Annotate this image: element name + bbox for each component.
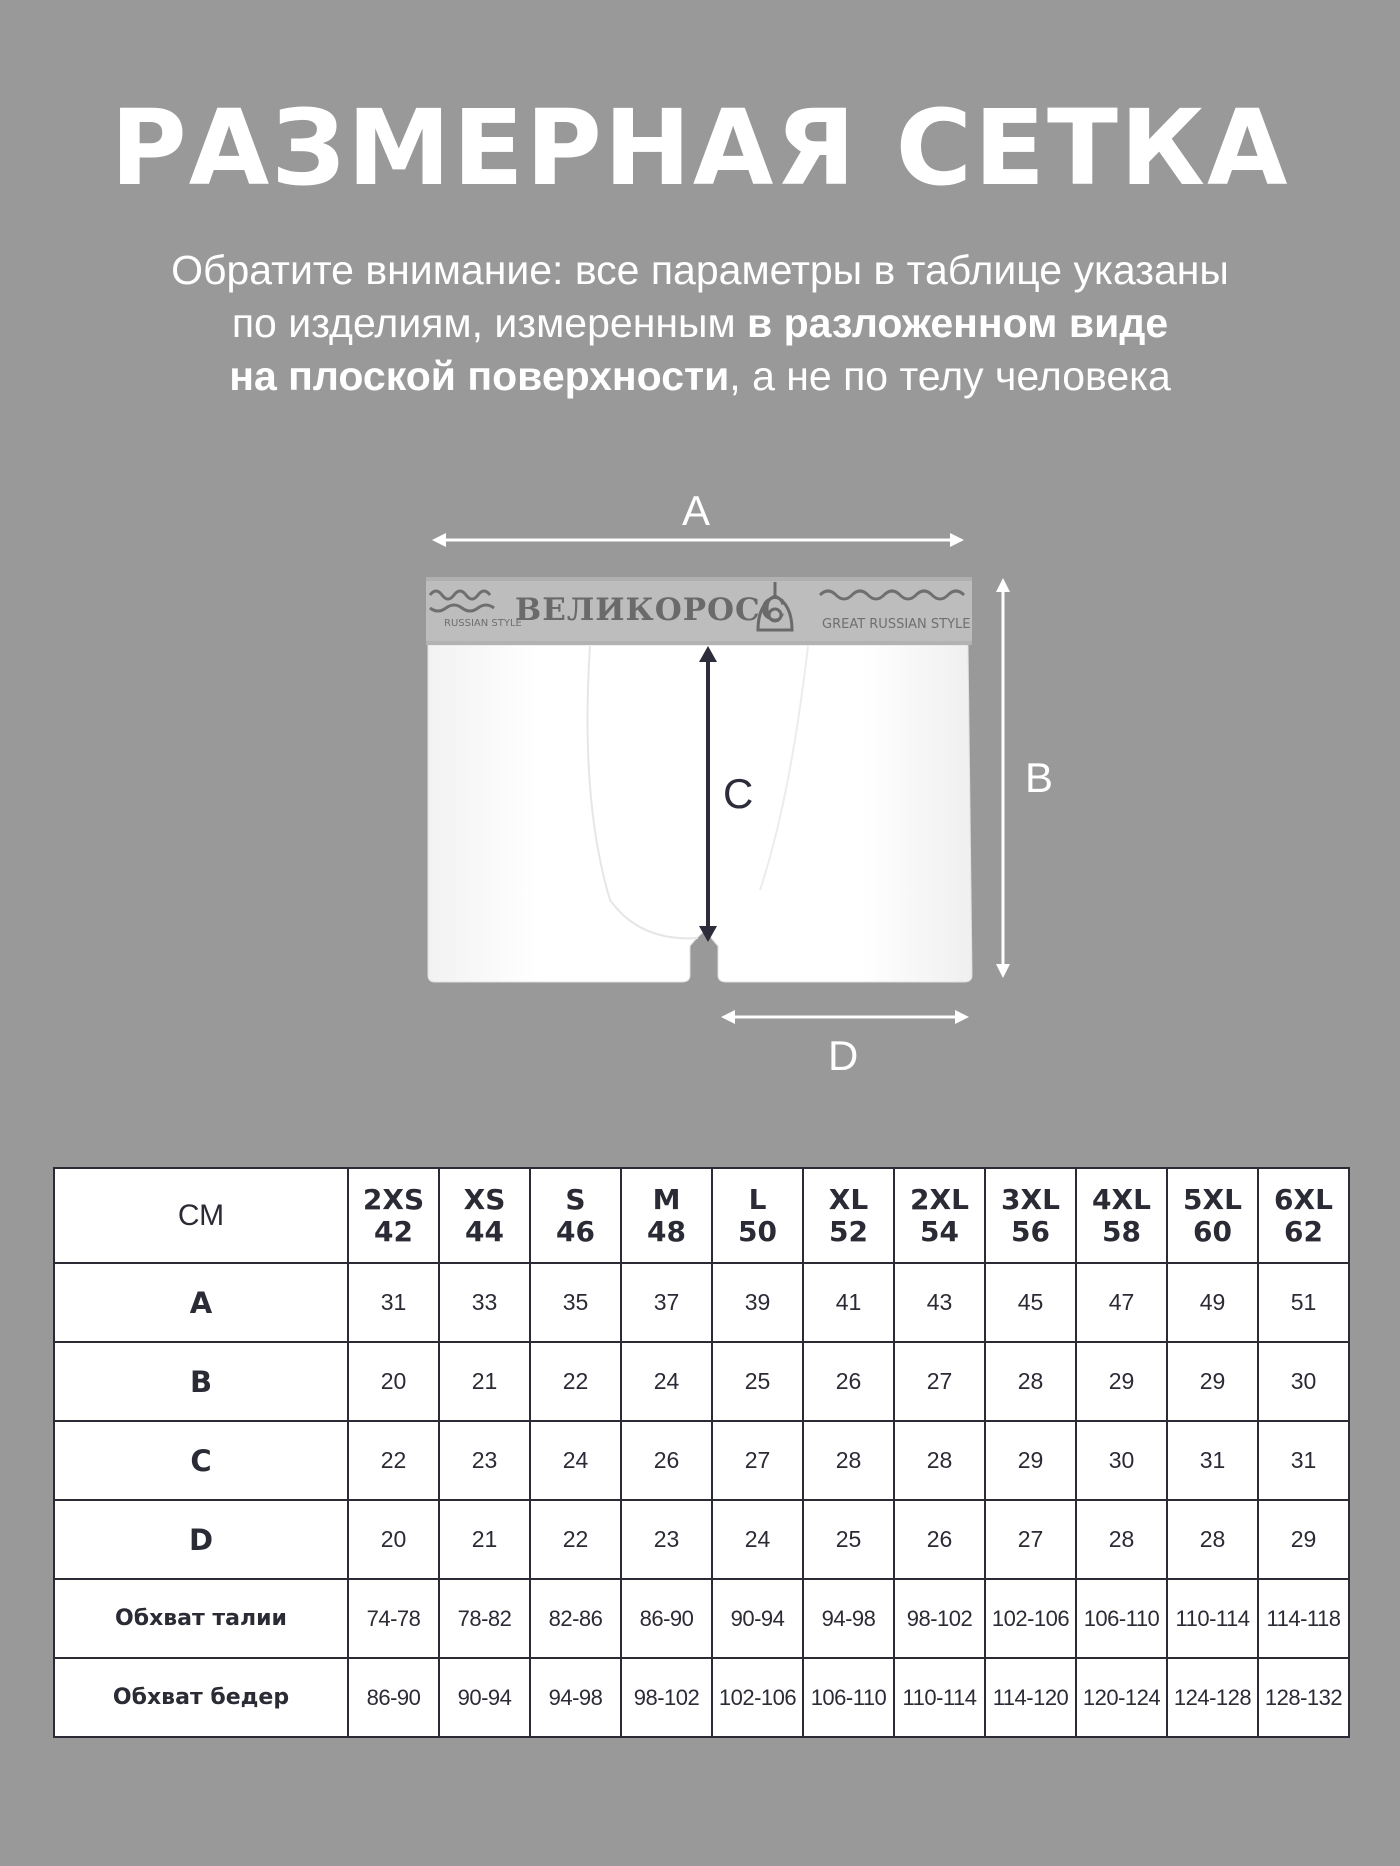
table-cell: 26 bbox=[621, 1421, 712, 1500]
table-row bbox=[54, 1658, 1349, 1737]
size-number: 62 bbox=[1284, 1214, 1323, 1248]
row-label: Обхват бедер bbox=[54, 1658, 348, 1737]
subtitle-line-3-bold: на плоской поверхности bbox=[229, 353, 730, 399]
table-cell: 28 bbox=[1167, 1500, 1258, 1579]
size-letter: 2XL bbox=[910, 1182, 969, 1216]
size-number: 54 bbox=[920, 1214, 959, 1248]
table-row bbox=[54, 1500, 1349, 1579]
size-letter: 5XL bbox=[1183, 1182, 1242, 1216]
size-letter: XL bbox=[828, 1182, 869, 1216]
table-cell: 74-78 bbox=[348, 1579, 439, 1658]
table-cell: 47 bbox=[1076, 1263, 1167, 1342]
subtitle-line-1: Обратите внимание: все параметры в таблице указаны bbox=[171, 247, 1229, 293]
table-cell: 26 bbox=[894, 1500, 985, 1579]
row-label: B bbox=[54, 1342, 348, 1421]
size-number: 56 bbox=[1011, 1214, 1050, 1248]
table-cell: 114-120 bbox=[985, 1658, 1076, 1737]
table-cell: 102-106 bbox=[985, 1579, 1076, 1658]
table-cell: 86-90 bbox=[621, 1579, 712, 1658]
table-cell: 31 bbox=[348, 1263, 439, 1342]
size-letter: 6XL bbox=[1274, 1182, 1333, 1216]
table-cell: 20 bbox=[348, 1342, 439, 1421]
size-number: 48 bbox=[647, 1214, 686, 1248]
garment-illustration bbox=[0, 470, 1400, 1090]
table-cell: 124-128 bbox=[1167, 1658, 1258, 1737]
table-cell: 106-110 bbox=[1076, 1579, 1167, 1658]
table-cell: 23 bbox=[621, 1500, 712, 1579]
table-cell: 90-94 bbox=[712, 1579, 803, 1658]
table-cell: 21 bbox=[439, 1500, 530, 1579]
table-cell: 21 bbox=[439, 1342, 530, 1421]
table-cell: 29 bbox=[985, 1421, 1076, 1500]
unit-label: СМ bbox=[54, 1168, 348, 1263]
size-number: 58 bbox=[1102, 1214, 1141, 1248]
table-row bbox=[54, 1263, 1349, 1342]
row-label: A bbox=[54, 1263, 348, 1342]
size-letter: 2XS bbox=[362, 1182, 425, 1216]
table-cell: 24 bbox=[621, 1342, 712, 1421]
table-cell: 90-94 bbox=[439, 1658, 530, 1737]
label-c: C bbox=[723, 770, 754, 817]
size-header-l bbox=[712, 1168, 803, 1263]
table-cell: 33 bbox=[439, 1263, 530, 1342]
size-letter: M bbox=[652, 1182, 681, 1216]
table-cell: 102-106 bbox=[712, 1658, 803, 1737]
size-header-3xl bbox=[985, 1168, 1076, 1263]
size-header-4xl bbox=[1076, 1168, 1167, 1263]
size-header-xl bbox=[803, 1168, 894, 1263]
label-d: D bbox=[828, 1032, 859, 1079]
table-cell: 110-114 bbox=[894, 1658, 985, 1737]
table-cell: 114-118 bbox=[1258, 1579, 1349, 1658]
table-cell: 29 bbox=[1167, 1342, 1258, 1421]
arrow-b bbox=[996, 578, 1010, 978]
table-cell: 86-90 bbox=[348, 1658, 439, 1737]
size-letter: L bbox=[748, 1182, 767, 1216]
arrow-a bbox=[432, 533, 964, 547]
table-cell: 35 bbox=[530, 1263, 621, 1342]
size-letter: 4XL bbox=[1092, 1182, 1151, 1216]
table-cell: 31 bbox=[1167, 1421, 1258, 1500]
size-header-5xl bbox=[1167, 1168, 1258, 1263]
table-cell: 98-102 bbox=[894, 1579, 985, 1658]
table-cell: 51 bbox=[1258, 1263, 1349, 1342]
table-cell: 28 bbox=[985, 1342, 1076, 1421]
size-header-xs bbox=[439, 1168, 530, 1263]
table-cell: 28 bbox=[1076, 1500, 1167, 1579]
table-cell: 22 bbox=[530, 1342, 621, 1421]
table-cell: 43 bbox=[894, 1263, 985, 1342]
table-cell: 82-86 bbox=[530, 1579, 621, 1658]
table-cell: 27 bbox=[985, 1500, 1076, 1579]
size-letter: 3XL bbox=[1001, 1182, 1060, 1216]
table-cell: 106-110 bbox=[803, 1658, 894, 1737]
subtitle-line-2-bold: в разложенном виде bbox=[747, 300, 1169, 346]
subtitle-line-3 bbox=[0, 350, 1400, 403]
arrow-d bbox=[721, 1010, 969, 1024]
table-cell: 94-98 bbox=[803, 1579, 894, 1658]
subtitle-note bbox=[0, 244, 1400, 403]
brand-tagline: GREAT RUSSIAN STYLE bbox=[822, 617, 971, 632]
table-cell: 78-82 bbox=[439, 1579, 530, 1658]
size-letter: XS bbox=[463, 1182, 506, 1216]
table-cell: 27 bbox=[894, 1342, 985, 1421]
size-number: 46 bbox=[556, 1214, 595, 1248]
table-cell: 22 bbox=[530, 1500, 621, 1579]
table-cell: 30 bbox=[1258, 1342, 1349, 1421]
table-cell: 26 bbox=[803, 1342, 894, 1421]
svg-text:RUSSIAN STYLE: RUSSIAN STYLE bbox=[444, 618, 522, 629]
table-cell: 29 bbox=[1076, 1342, 1167, 1421]
table-cell: 37 bbox=[621, 1263, 712, 1342]
size-letter: S bbox=[565, 1182, 586, 1216]
table-cell: 28 bbox=[894, 1421, 985, 1500]
row-label: D bbox=[54, 1500, 348, 1579]
table-cell: 39 bbox=[712, 1263, 803, 1342]
size-header-s bbox=[530, 1168, 621, 1263]
table-cell: 29 bbox=[1258, 1500, 1349, 1579]
table-cell: 24 bbox=[530, 1421, 621, 1500]
table-cell: 120-124 bbox=[1076, 1658, 1167, 1737]
table-cell: 28 bbox=[803, 1421, 894, 1500]
table-cell: 24 bbox=[712, 1500, 803, 1579]
table-row bbox=[54, 1342, 1349, 1421]
size-header-2xs bbox=[348, 1168, 439, 1263]
size-number: 50 bbox=[738, 1214, 777, 1248]
table-cell: 20 bbox=[348, 1500, 439, 1579]
table-cell: 25 bbox=[803, 1500, 894, 1579]
table-cell: 98-102 bbox=[621, 1658, 712, 1737]
table-cell: 31 bbox=[1258, 1421, 1349, 1500]
size-number: 42 bbox=[374, 1214, 413, 1248]
brand-text: ВЕЛИКОРОСС bbox=[515, 592, 787, 628]
size-table bbox=[53, 1167, 1350, 1738]
size-number: 60 bbox=[1193, 1214, 1232, 1248]
subtitle-line-2-normal: по изделиям, измеренным bbox=[231, 300, 748, 346]
subtitle-line-3-normal: , а не по телу человека bbox=[729, 353, 1171, 399]
subtitle-line-2 bbox=[0, 297, 1400, 350]
table-cell: 49 bbox=[1167, 1263, 1258, 1342]
size-number: 52 bbox=[829, 1214, 868, 1248]
row-label: C bbox=[54, 1421, 348, 1500]
size-header-6xl bbox=[1258, 1168, 1349, 1263]
table-cell: 22 bbox=[348, 1421, 439, 1500]
table-cell: 30 bbox=[1076, 1421, 1167, 1500]
size-number: 44 bbox=[465, 1214, 504, 1248]
table-cell: 110-114 bbox=[1167, 1579, 1258, 1658]
table-cell: 23 bbox=[439, 1421, 530, 1500]
briefs-body bbox=[428, 645, 972, 982]
page-title: РАЗМЕРНАЯ СЕТКА bbox=[110, 87, 1290, 209]
table-cell: 128-132 bbox=[1258, 1658, 1349, 1737]
label-b: B bbox=[1025, 754, 1054, 801]
table-cell: 45 bbox=[985, 1263, 1076, 1342]
table-cell: 27 bbox=[712, 1421, 803, 1500]
size-header-2xl bbox=[894, 1168, 985, 1263]
measurement-diagram bbox=[0, 470, 1400, 1090]
table-cell: 25 bbox=[712, 1342, 803, 1421]
table-row bbox=[54, 1421, 1349, 1500]
table-row bbox=[54, 1579, 1349, 1658]
row-label: Обхват талии bbox=[54, 1579, 348, 1658]
table-cell: 94-98 bbox=[530, 1658, 621, 1737]
size-header-row bbox=[54, 1168, 1349, 1263]
size-header-m bbox=[621, 1168, 712, 1263]
table-cell: 41 bbox=[803, 1263, 894, 1342]
label-a: A bbox=[682, 487, 711, 534]
